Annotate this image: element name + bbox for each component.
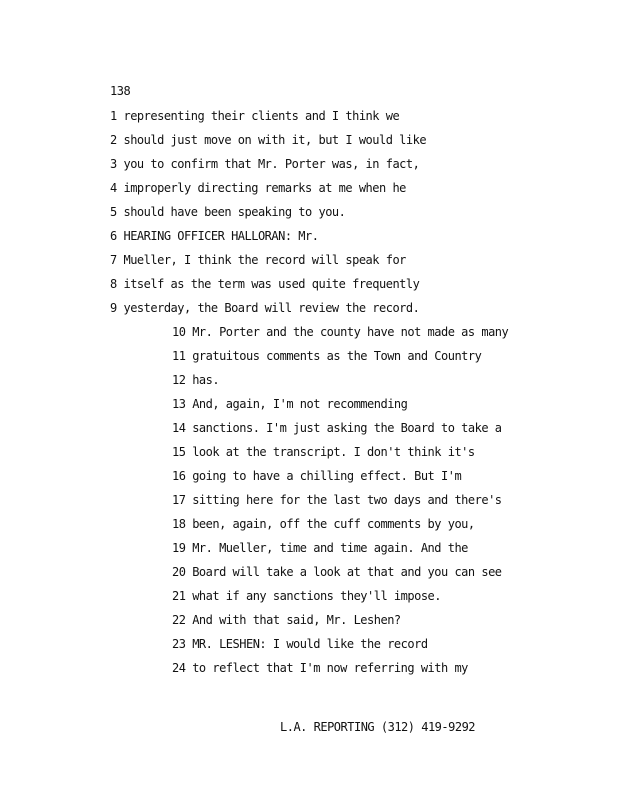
line-number: 5 bbox=[110, 205, 117, 219]
line-number: 1 bbox=[110, 109, 117, 123]
line-number: 24 bbox=[172, 661, 186, 675]
line-number: 7 bbox=[110, 253, 117, 267]
line-text: representing their clients and I think we bbox=[123, 109, 400, 123]
transcript-line bbox=[172, 444, 475, 460]
line-number: 20 bbox=[172, 565, 186, 579]
line-number: 13 bbox=[172, 397, 186, 411]
line-number: 12 bbox=[172, 373, 186, 387]
transcript-line bbox=[110, 228, 318, 244]
line-text: Board will take a look at that and you can see bbox=[192, 565, 502, 579]
line-number: 21 bbox=[172, 589, 186, 603]
line-text: And, again, I'm not recommending bbox=[192, 397, 408, 411]
transcript-line bbox=[172, 660, 468, 676]
transcript-line bbox=[172, 348, 481, 364]
line-text: yesterday, the Board will review the record. bbox=[123, 301, 420, 315]
line-text: you to confirm that Mr. Porter was, in fact, bbox=[123, 157, 420, 171]
line-text: improperly directing remarks at me when he bbox=[123, 181, 406, 195]
line-number: 3 bbox=[110, 157, 117, 171]
line-number: 9 bbox=[110, 301, 117, 315]
transcript-line bbox=[110, 276, 419, 292]
line-text: sitting here for the last two days and there's bbox=[192, 493, 502, 507]
line-number: 17 bbox=[172, 493, 186, 507]
transcript-line bbox=[172, 372, 219, 388]
line-number: 4 bbox=[110, 181, 117, 195]
transcript-line bbox=[110, 204, 345, 220]
line-text: been, again, off the cuff comments by you, bbox=[192, 517, 475, 531]
transcript-line bbox=[110, 180, 406, 196]
line-number: 23 bbox=[172, 637, 186, 651]
line-text: going to have a chilling effect. But I'm bbox=[192, 469, 462, 483]
line-text: itself as the term was used quite frequently bbox=[123, 277, 420, 291]
line-number: 10 bbox=[172, 325, 186, 339]
line-text: look at the transcript. I don't think it's bbox=[192, 445, 475, 459]
transcript-line bbox=[110, 252, 406, 268]
line-text: should just move on with it, but I would like bbox=[123, 133, 427, 147]
line-number: 8 bbox=[110, 277, 117, 291]
line-text: has. bbox=[192, 373, 220, 387]
line-text: And with that said, Mr. Leshen? bbox=[192, 613, 401, 627]
transcript-line bbox=[110, 132, 426, 148]
line-text: HEARING OFFICER HALLORAN: Mr. bbox=[123, 229, 319, 243]
transcript-line bbox=[172, 588, 441, 604]
line-number: 18 bbox=[172, 517, 186, 531]
transcript-line bbox=[172, 324, 508, 340]
line-text: what if any sanctions they'll impose. bbox=[192, 589, 441, 603]
transcript-line bbox=[172, 420, 502, 436]
line-text: Mr. Porter and the county have not made as many bbox=[192, 325, 509, 339]
transcript-line bbox=[172, 516, 475, 532]
transcript-line bbox=[172, 564, 502, 580]
line-text: sanctions. I'm just asking the Board to take a bbox=[192, 421, 502, 435]
line-text: MR. LESHEN: I would like the record bbox=[192, 637, 428, 651]
line-number: 15 bbox=[172, 445, 186, 459]
line-number: 6 bbox=[110, 229, 117, 243]
transcript-line bbox=[110, 156, 419, 172]
line-number: 14 bbox=[172, 421, 186, 435]
transcript-line bbox=[172, 540, 468, 556]
transcript-line bbox=[172, 396, 407, 412]
line-number: 2 bbox=[110, 133, 117, 147]
line-text: gratuitous comments as the Town and Country bbox=[192, 349, 482, 363]
line-text: should have been speaking to you. bbox=[123, 205, 346, 219]
line-number: 19 bbox=[172, 541, 186, 555]
line-number: 22 bbox=[172, 613, 186, 627]
line-text: Mueller, I think the record will speak for bbox=[123, 253, 406, 267]
line-text: to reflect that I'm now referring with my bbox=[192, 661, 468, 675]
transcript-line bbox=[172, 492, 502, 508]
transcript-line bbox=[172, 468, 461, 484]
transcript-line bbox=[110, 108, 399, 124]
footer-reporter: L.A. REPORTING (312) 419-9292 bbox=[280, 720, 476, 734]
page-number: 138 bbox=[110, 84, 131, 98]
line-number: 11 bbox=[172, 349, 186, 363]
line-number: 16 bbox=[172, 469, 186, 483]
transcript-line bbox=[172, 636, 428, 652]
line-text: Mr. Mueller, time and time again. And the bbox=[192, 541, 468, 555]
transcript-line bbox=[110, 300, 419, 316]
transcript-line bbox=[172, 612, 401, 628]
